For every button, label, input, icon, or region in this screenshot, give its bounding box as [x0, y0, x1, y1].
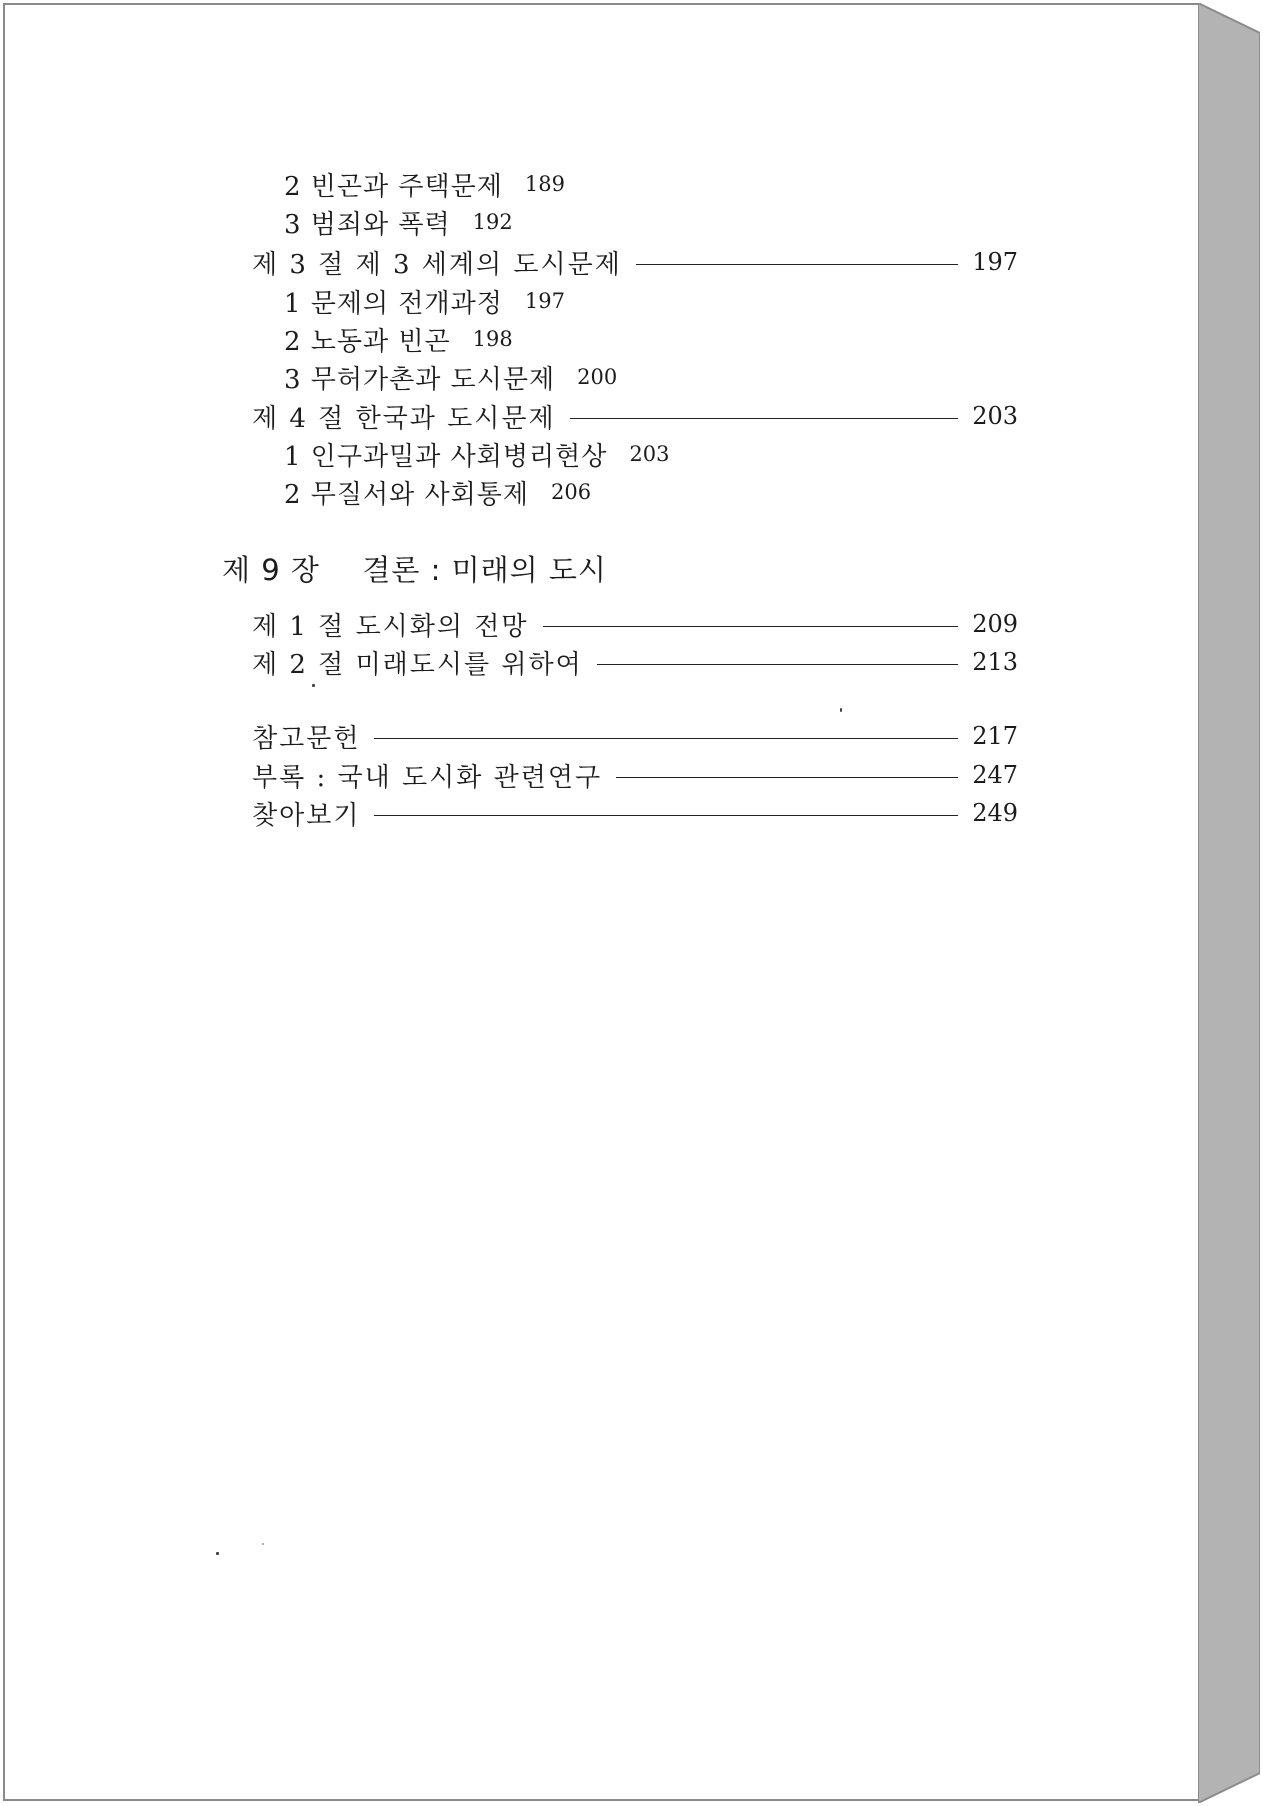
toc-entry-page: 203	[972, 402, 1018, 430]
chapter-label: 제 9 장	[222, 553, 320, 587]
toc-leader-line	[543, 626, 959, 627]
toc-sub-entry[interactable]	[284, 436, 669, 472]
toc-entry-text: 1 인구과밀과 사회병리현상	[284, 441, 608, 472]
toc-sub-entry[interactable]	[284, 359, 617, 395]
toc-backmatter-entry[interactable]	[252, 718, 1018, 754]
toc-entry-text: 제 2 절 미래도시를 위하여	[252, 649, 583, 680]
toc-entry-page: 197	[524, 289, 565, 313]
toc-entry-text: 찾아보기	[252, 800, 361, 831]
toc-entry-page: 203	[629, 442, 670, 466]
toc-entry-page: 189	[524, 172, 565, 196]
toc-entry-text: 참고문헌	[252, 723, 361, 754]
toc-sub-entry[interactable]	[284, 283, 565, 319]
toc-entry-text: 제 4 절 한국과 도시문제	[252, 403, 556, 434]
toc-entry-text: 3 범죄와 폭력	[284, 209, 451, 240]
page-stack-edge	[1198, 3, 1260, 1803]
toc-leader-line	[616, 777, 958, 778]
scan-speck	[840, 708, 842, 712]
chapter-title: 결론 : 미래의 도시	[362, 553, 607, 587]
toc-leader-line	[374, 815, 958, 816]
toc-section-entry[interactable]	[252, 244, 1018, 280]
toc-section-entry[interactable]	[252, 398, 1018, 434]
toc-section-entry[interactable]	[252, 606, 1018, 642]
toc-entry-page: 249	[972, 799, 1018, 827]
toc-entry-page: 206	[551, 480, 592, 504]
scan-speck	[262, 1543, 264, 1545]
toc-backmatter-entry[interactable]	[252, 757, 1018, 793]
toc-sub-entry[interactable]	[284, 474, 591, 510]
toc-entry-text: 부록 : 국내 도시화 관련연구	[252, 762, 603, 793]
toc-entry-text: 2 무질서와 사회통제	[284, 479, 529, 510]
toc-sub-entry[interactable]	[284, 166, 565, 202]
toc-leader-line	[597, 664, 958, 665]
toc-entry-text: 1 문제의 전개과정	[284, 288, 503, 319]
toc-entry-text: 2 빈곤과 주택문제	[284, 171, 503, 202]
toc-entry-page: 200	[577, 365, 618, 389]
toc-section-entry[interactable]	[252, 644, 1018, 680]
toc-backmatter-entry[interactable]	[252, 795, 1018, 831]
toc-leader-line	[636, 264, 958, 265]
toc-entry-text: 2 노동과 빈곤	[284, 326, 451, 357]
toc-leader-line	[374, 738, 958, 739]
toc-entry-page: 209	[972, 610, 1018, 638]
scan-speck	[312, 684, 315, 687]
toc-entry-page: 213	[972, 648, 1018, 676]
toc-entry-text: 3 무허가촌과 도시문제	[284, 364, 556, 395]
toc-leader-line	[570, 418, 959, 419]
toc-entry-page: 192	[472, 210, 513, 234]
toc-entry-text: 제 3 절 제 3 세계의 도시문제	[252, 249, 622, 280]
toc-entry-text: 제 1 절 도시화의 전망	[252, 611, 529, 642]
toc-sub-entry[interactable]	[284, 321, 513, 357]
toc-entry-page: 217	[972, 722, 1018, 750]
toc-sub-entry[interactable]	[284, 204, 513, 240]
toc-entry-page: 198	[472, 327, 513, 351]
toc-entry-page: 197	[972, 248, 1018, 276]
scan-speck	[216, 1552, 219, 1555]
toc-entry-page: 247	[972, 761, 1018, 789]
chapter-heading[interactable]	[222, 548, 607, 589]
